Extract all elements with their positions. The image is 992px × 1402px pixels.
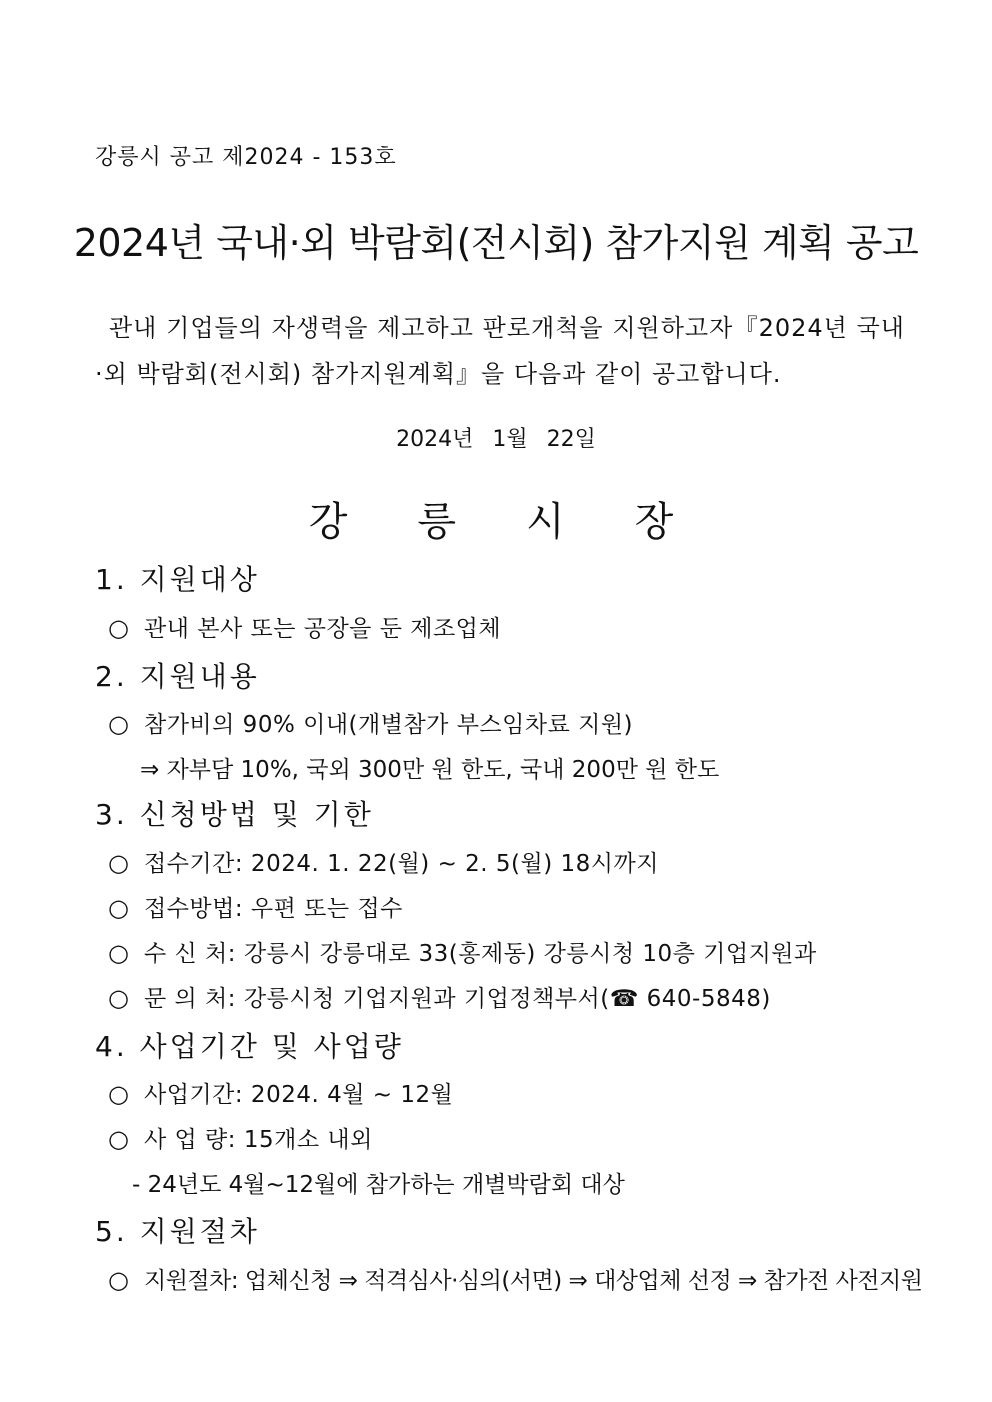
bullet-icon: ○ <box>108 1266 129 1294</box>
list-item <box>108 706 633 739</box>
bullet-icon: ○ <box>108 939 130 967</box>
list-item <box>108 610 501 643</box>
bullet-icon: ○ <box>108 614 130 642</box>
bullet-icon: ○ <box>108 894 130 922</box>
bullet-icon: ○ <box>108 1125 130 1153</box>
list-item <box>108 980 771 1013</box>
bullet-icon: ○ <box>108 849 130 877</box>
notice-date: 2024년 1월 22일 <box>396 427 596 452</box>
list-item <box>108 1121 373 1154</box>
support-note: ⇒ 자부담 10%, 국외 300만 원 한도, 국내 200만 원 한도 <box>140 757 720 783</box>
bullet-icon: ○ <box>108 710 130 738</box>
list-item-text: 접수기간: 2024. 1. 22(월) ~ 2. 5(월) 18시까지 <box>144 851 659 877</box>
list-item-text: 사업기간: 2024. 4월 ~ 12월 <box>144 1082 454 1108</box>
list-item <box>108 890 403 923</box>
list-item-text: 지원절차: 업체신청 ⇒ 적격심사·심의(서면) ⇒ 대상업체 선정 ⇒ 참가전 사전지원 <box>144 1268 923 1294</box>
list-item-text: 문 의 처: 강릉시청 기업지원과 기업정책부서(☎ 640-5848) <box>144 986 771 1012</box>
intro-paragraph <box>95 305 905 397</box>
intro-text: 관내 기업들의 자생력을 제고하고 판로개척을 지원하고자『2024년 국내·외 박람회(전시회) 참가지원계획』을 다음과 같이 공고합니다. <box>95 314 905 388</box>
section-heading-5: 5. 지원절차 <box>95 1215 260 1248</box>
page-title: 2024년 국내·외 박람회(전시회) 참가지원 계획 공고 <box>73 221 919 265</box>
list-item-text: 참가비의 90% 이내(개별참가 부스임차료 지원) <box>144 712 634 738</box>
scope-note: - 24년도 4월~12월에 참가하는 개별박람회 대상 <box>132 1172 625 1198</box>
list-item-text: 관내 본사 또는 공장을 둔 제조업체 <box>144 616 502 642</box>
list-item <box>108 1262 922 1295</box>
bullet-icon: ○ <box>108 1080 130 1108</box>
section-heading-4: 4. 사업기간 및 사업량 <box>95 1030 404 1063</box>
notice-number: 강릉시 공고 제2024 - 153호 <box>95 145 397 170</box>
list-item-text: 접수방법: 우편 또는 접수 <box>144 896 403 922</box>
section-heading-2: 2. 지원내용 <box>95 660 260 693</box>
list-item-text: 수 신 처: 강릉시 강릉대로 33(홍제동) 강릉시청 10층 기업지원과 <box>144 941 817 967</box>
list-item <box>108 935 817 968</box>
bullet-icon: ○ <box>108 984 130 1012</box>
list-item <box>108 1076 453 1109</box>
list-item-text: 사 업 량: 15개소 내외 <box>144 1127 373 1153</box>
list-item <box>108 845 659 878</box>
section-heading-1: 1. 지원대상 <box>95 563 260 596</box>
section-heading-3: 3. 신청방법 및 기한 <box>95 798 374 831</box>
signer: 강릉시장 <box>308 499 744 545</box>
